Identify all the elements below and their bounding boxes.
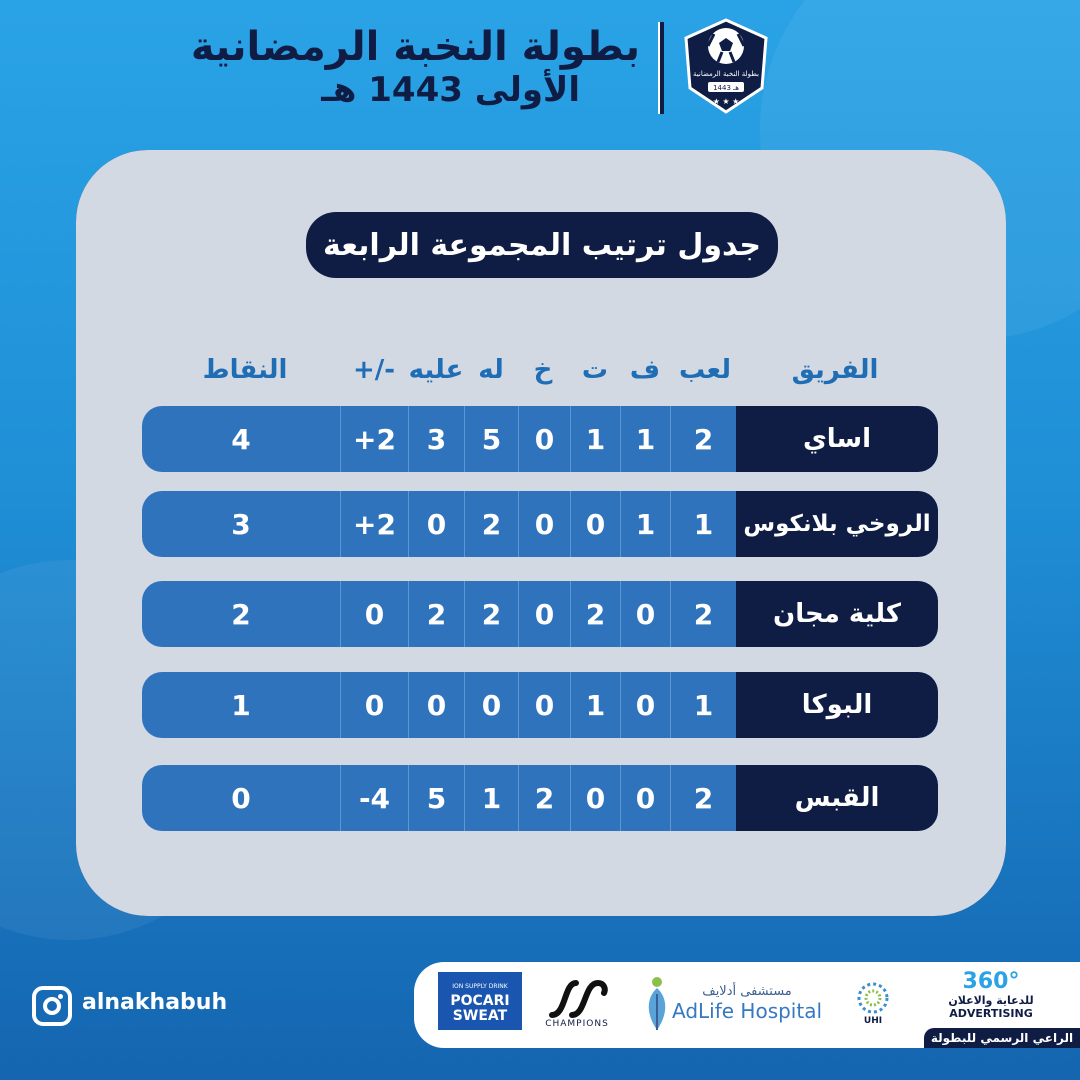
champions-mark-icon <box>542 977 612 1019</box>
header-divider <box>658 22 664 114</box>
team-name-cell: البوكا <box>736 672 938 738</box>
goals-for-cell: 2 <box>464 491 518 557</box>
played-cell: 1 <box>670 491 736 557</box>
tournament-logo-icon <box>678 16 774 116</box>
col-header-drawn: ت <box>581 355 609 385</box>
drawn-cell: 2 <box>570 581 620 647</box>
drawn-cell: 0 <box>570 765 620 831</box>
header <box>0 14 1080 124</box>
won-cell: 1 <box>620 406 670 472</box>
played-cell: 1 <box>670 672 736 738</box>
goals-for-cell: 0 <box>464 672 518 738</box>
table-title: جدول ترتيب المجموعة الرابعة <box>306 212 778 278</box>
official-sponsor-tag: الراعي الرسمي للبطولة <box>924 1028 1080 1048</box>
logo-text: بطولة النخبة الرمضانية <box>693 70 759 78</box>
team-name-cell: اساي <box>736 406 938 472</box>
table-row <box>142 765 938 831</box>
won-cell: 0 <box>620 672 670 738</box>
svg-text:★ ★ ★: ★ ★ ★ <box>712 97 740 106</box>
goal-diff-cell: -4 <box>340 765 408 831</box>
team-name-cell: الروخي بلانكوس <box>736 491 938 557</box>
lost-cell: 0 <box>518 581 570 647</box>
points-cell: 4 <box>231 422 251 456</box>
col-header-lost: خ <box>533 355 553 385</box>
goal-diff-cell: +2 <box>340 406 408 472</box>
drawn-cell: 1 <box>570 406 620 472</box>
adv-arabic: للدعاية والاعلان <box>948 993 1034 1007</box>
adv-english: ADVERTISING <box>949 1006 1033 1020</box>
won-cell: 0 <box>620 581 670 647</box>
col-header-goal-diff: +/- <box>352 355 396 385</box>
goals-for-cell: 2 <box>464 581 518 647</box>
lost-cell: 0 <box>518 672 570 738</box>
uhi-logo <box>838 972 908 1034</box>
table-row <box>142 406 938 472</box>
instagram-icon[interactable] <box>32 986 72 1026</box>
goals-against-cell: 3 <box>408 406 464 472</box>
adlife-hospital-logo <box>640 970 824 1036</box>
champions-logo <box>536 972 618 1034</box>
uhi-mark-icon <box>855 980 891 1016</box>
played-cell: 2 <box>670 406 736 472</box>
won-cell: 1 <box>620 491 670 557</box>
table-row <box>142 581 938 647</box>
goals-against-cell: 0 <box>408 491 464 557</box>
adlife-leaf-icon <box>640 974 674 1034</box>
pocari-sweat-logo <box>438 972 522 1030</box>
title-line-1: بطولة النخبة الرمضانية <box>190 24 640 70</box>
team-name-cell: القبس <box>736 765 938 831</box>
lost-cell: 0 <box>518 491 570 557</box>
goals-for-cell: 5 <box>464 406 518 472</box>
uhi-name: UHI <box>863 1016 883 1026</box>
table-row <box>142 491 938 557</box>
col-header-points: النقاط <box>202 355 288 385</box>
lost-cell: 2 <box>518 765 570 831</box>
drawn-cell: 1 <box>570 672 620 738</box>
pocari-tagline: ION SUPPLY DRINK <box>452 982 508 990</box>
played-cell: 2 <box>670 581 736 647</box>
goals-against-cell: 2 <box>408 581 464 647</box>
adlife-english-name: AdLife Hospital <box>671 998 823 1023</box>
adv-360-mark: 360° <box>962 968 1020 994</box>
col-header-won: ف <box>629 355 661 385</box>
goal-diff-cell: +2 <box>340 491 408 557</box>
col-header-played: لعب <box>679 355 731 385</box>
pocari-line-1: POCARI <box>450 992 510 1009</box>
col-header-goals-against: عليه <box>408 355 464 385</box>
col-header-goals-for: له <box>478 355 504 385</box>
pocari-line-2: SWEAT <box>452 1007 508 1024</box>
points-cell: 2 <box>231 597 251 631</box>
champions-text: CHAMPIONS <box>545 1019 609 1029</box>
goals-for-cell: 1 <box>464 765 518 831</box>
won-cell: 0 <box>620 765 670 831</box>
advertising-360-logo <box>916 964 1066 1024</box>
points-cell: 1 <box>231 688 251 722</box>
logo-year: 1443 هـ <box>713 84 739 92</box>
goals-against-cell: 0 <box>408 672 464 738</box>
goal-diff-cell: 0 <box>340 581 408 647</box>
points-cell: 3 <box>231 507 251 541</box>
tournament-title <box>191 24 640 110</box>
goal-diff-cell: 0 <box>340 672 408 738</box>
goals-against-cell: 5 <box>408 765 464 831</box>
played-cell: 2 <box>670 765 736 831</box>
team-name-cell: كلية مجان <box>736 581 938 647</box>
col-header-team: الفريق <box>791 355 879 385</box>
drawn-cell: 0 <box>570 491 620 557</box>
title-line-2: الأولى 1443 هـ <box>321 70 580 110</box>
table-row <box>142 672 938 738</box>
points-cell: 0 <box>231 781 251 815</box>
adlife-arabic-name: مستشفى أدلايف <box>702 983 792 999</box>
lost-cell: 0 <box>518 406 570 472</box>
instagram-handle[interactable]: alnakhabuh <box>82 990 228 1015</box>
